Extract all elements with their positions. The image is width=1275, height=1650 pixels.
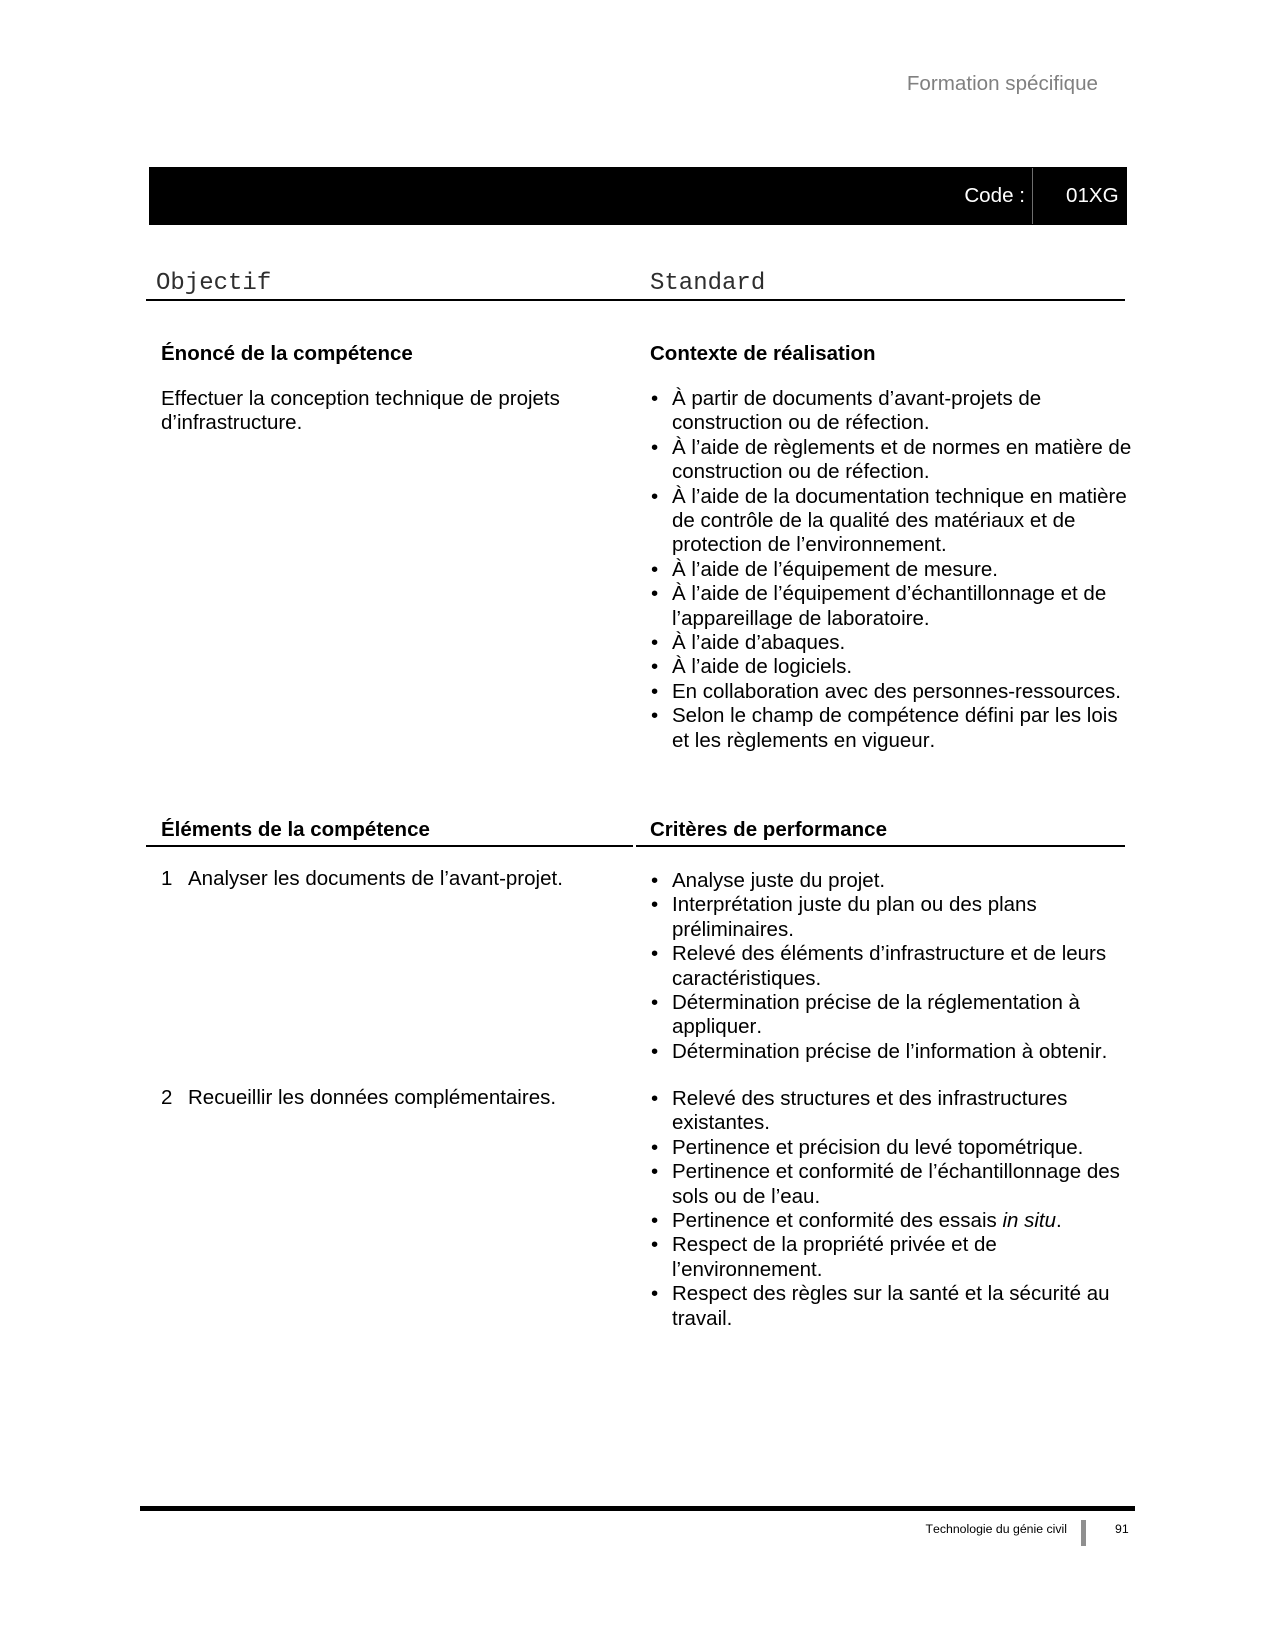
context-item: • À l’aide de l’équipement d’échantillonnage et de l’appareillage de laboratoire. — [672, 582, 1135, 631]
context-item: • À l’aide de la documentation technique en matière de contrôle de la qualité des matériaux et de protection de l’environnement. — [672, 485, 1135, 558]
context-heading: Contexte de réalisation — [650, 342, 876, 365]
context-item: • En collaboration avec des personnes-ressources. — [672, 680, 1135, 704]
statement-text: Effectuer la conception technique de projets d’infrastructure. — [161, 387, 560, 435]
criteria-item: • Analyse juste du projet. — [672, 869, 1135, 893]
criteria-item: • Interprétation juste du plan ou des plans préliminaires. — [672, 893, 1135, 942]
section-title: Formation spécifique — [906, 72, 1098, 95]
criteria-item: • Pertinence et précision du levé topométrique. — [672, 1136, 1135, 1160]
column-heading-rule — [146, 299, 1125, 301]
context-item: • À partir de documents d’avant-projets de construction ou de réfection. — [672, 387, 1135, 436]
code-bar — [149, 167, 1127, 225]
criteria-item: • Détermination précise de la réglementation à appliquer. — [672, 991, 1135, 1040]
element-number: 1 — [161, 867, 173, 890]
footer-program-name: Technologie du génie civil — [925, 1522, 1067, 1536]
context-item: • À l’aide de logiciels. — [672, 655, 1135, 679]
criteria-heading-rule — [636, 845, 1125, 847]
criteria-item-emphasis: in situ — [1002, 1209, 1057, 1233]
criteria-item-text: . — [1056, 1209, 1062, 1233]
code-divider — [1032, 168, 1033, 224]
context-item: • À l’aide de l’équipement de mesure. — [672, 558, 1135, 582]
code-value: 01XG — [1066, 184, 1119, 207]
criteria-item: • Relevé des éléments d’infrastructure et de leurs caractéristiques. — [672, 942, 1135, 991]
criteria-item: • Respect des règles sur la santé et la sécurité au travail. — [672, 1282, 1135, 1331]
statement-heading: Énoncé de la compétence — [161, 342, 413, 365]
column-heading-objective: Objectif — [156, 270, 272, 297]
criteria-item-text: Pertinence et conformité des essais — [672, 1209, 1003, 1233]
element-text: Recueillir les données complémentaires. — [188, 1086, 557, 1109]
criteria-list — [650, 869, 1135, 1064]
context-item: • À l’aide de règlements et de normes en matière de construction ou de réfection. — [672, 436, 1135, 485]
criteria-item: • Détermination précise de l’information à obtenir. — [672, 1040, 1135, 1064]
footer-separator — [1081, 1520, 1086, 1546]
footer-rule — [140, 1506, 1135, 1511]
context-item: • Selon le champ de compétence défini par les lois et les règlements en vigueur. — [672, 704, 1135, 753]
criteria-list — [650, 1087, 1135, 1331]
elements-heading-rule — [146, 845, 633, 847]
context-list — [650, 387, 1135, 753]
criteria-item: • Relevé des structures et des infrastructures existantes. — [672, 1087, 1135, 1136]
criteria-item: • Respect de la propriété privée et de l’environnement. — [672, 1233, 1135, 1282]
code-label: Code : — [964, 184, 1025, 207]
context-item: • À l’aide d’abaques. — [672, 631, 1135, 655]
criteria-item: • Pertinence et conformité de l’échantillonnage des sols ou de l’eau. — [672, 1160, 1135, 1209]
page-number: 91 — [1115, 1522, 1129, 1536]
elements-heading: Éléments de la compétence — [161, 818, 430, 841]
element-text: Analyser les documents de l’avant-projet. — [188, 867, 563, 890]
criteria-item — [672, 1209, 1135, 1233]
column-heading-standard: Standard — [650, 270, 766, 297]
element-number: 2 — [161, 1086, 173, 1109]
criteria-heading: Critères de performance — [650, 818, 887, 841]
